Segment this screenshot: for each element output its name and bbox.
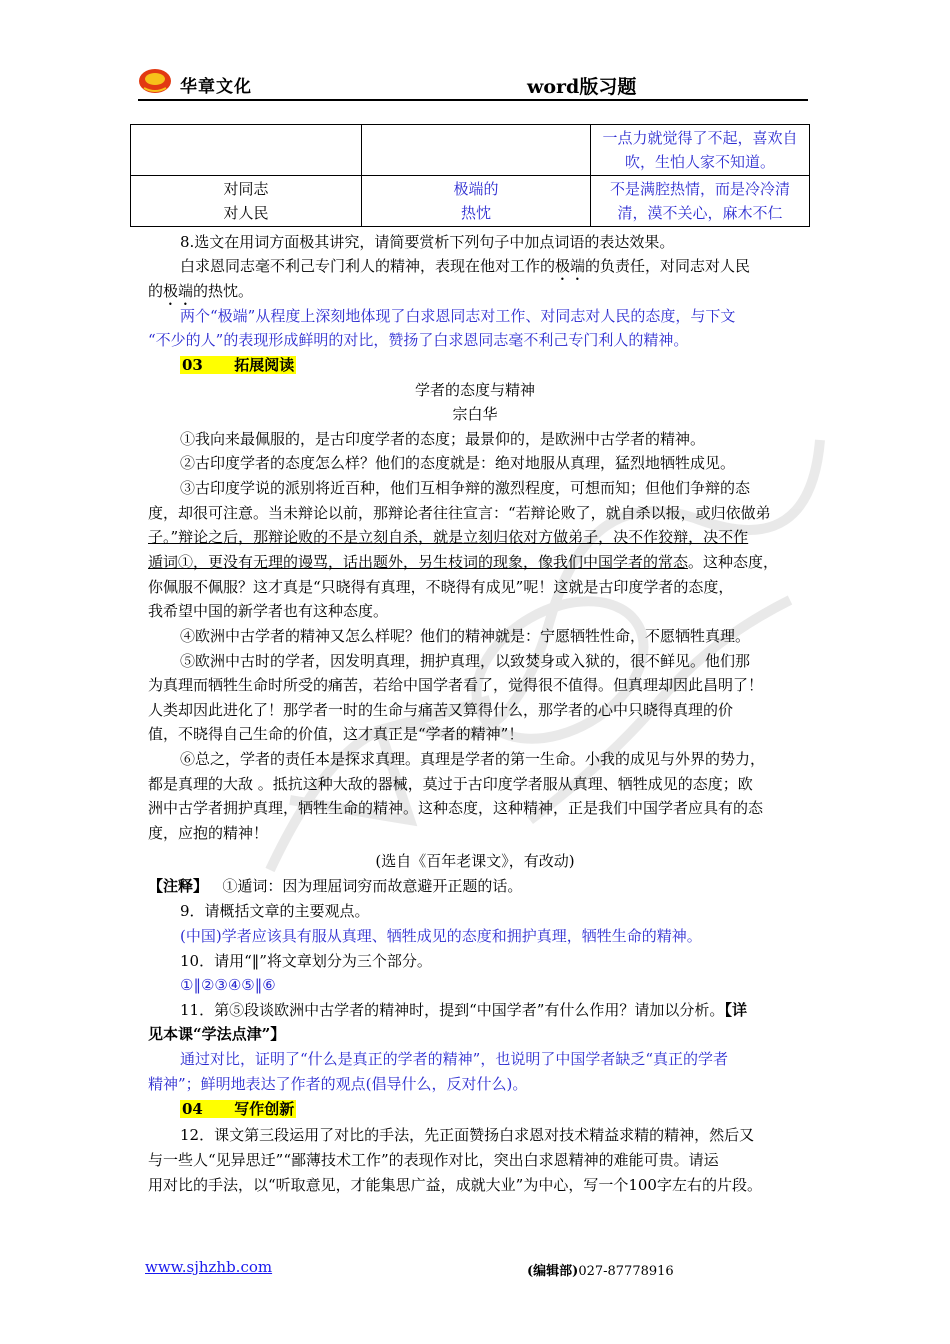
section-label <box>180 356 296 374</box>
article-paragraph-5: ⑤欧洲中古时的学者，因发明真理，拥护真理，以致焚身或入狱的，很不鲜见。他们那 <box>180 652 751 670</box>
q8-answer-line2: “不少的人”的表现形成鲜明的对比，赞扬了白求恩同志毫不利己专门利人的精神。 <box>148 331 689 349</box>
article-note <box>148 874 522 898</box>
section-title: 写作创新 <box>234 1100 295 1118</box>
table-cell <box>591 176 810 227</box>
cell-line: 对同志 <box>223 180 269 198</box>
dotted-word: 极端 <box>555 257 586 275</box>
q9-question: 9．请概括文章的主要观点。 <box>180 902 370 920</box>
article-paragraph-4: ④欧洲中古学者的精神又怎么样呢？他们的精神就是：宁愿牺牲性命，不愿牺牲真理。 <box>180 627 751 645</box>
article-line-underlined: 子。”辩论之后，那辩论败的不是立刻自杀，就是立刻归依对方做弟子，决不作狡辩，决不作 <box>148 528 749 546</box>
section-label <box>180 1100 296 1118</box>
header-divider <box>138 99 808 101</box>
section-heading-04 <box>180 1097 296 1121</box>
q9-answer: (中国)学者应该具有服从真理、牺牲成见的态度和拥护真理，牺牲生命的精神。 <box>180 927 702 945</box>
cell-line: 一点力就觉得了不起，喜欢自 <box>602 129 798 147</box>
article-paragraph-3: ③古印度学说的派别将近百种，他们互相争辩的激烈程度，可想而知；但他们争辩的态 <box>180 479 751 497</box>
cell-line: 热忱 <box>460 204 491 222</box>
text-span: 白求恩同志毫不利己专门利人的精神，表现在他对工作的 <box>180 257 556 275</box>
q11-question-line2: 见本课“学法点津”】 <box>148 1025 286 1043</box>
article-line: 我希望中国的新学者也有这种态度。 <box>148 602 389 620</box>
table-cell <box>362 125 591 176</box>
text-span: 的 <box>148 282 164 300</box>
header-title: word版习题 <box>527 76 637 98</box>
q10-answer: ①‖②③④⑤‖⑥ <box>180 976 276 994</box>
cell-line: 对人民 <box>223 204 269 222</box>
text-span: 11．第⑤段谈欧洲中古学者的精神时，提到“中国学者”有什么作用？请加以分析。 <box>180 1001 725 1019</box>
q8-question: 8.选文在用词方面极其讲究，请简要赏析下列句子中加点词语的表达效果。 <box>180 233 675 251</box>
article-source: (选自《百年老课文》，有改动) <box>375 852 575 870</box>
article-line <box>148 550 778 574</box>
table-cell <box>131 125 362 176</box>
cell-line: 极端的 <box>453 180 499 198</box>
footer-phone: 027-87778916 <box>578 1264 674 1279</box>
article-line: 度，应抱的精神！ <box>148 824 269 842</box>
q12-line1: 12．课文第三段运用了对比的手法，先正面赞扬白求恩对技术精益求精的精神，然后又 <box>180 1126 755 1144</box>
table-cell <box>362 176 591 227</box>
text-span: 的负责任，对同志对人民 <box>585 257 751 275</box>
comparison-table <box>130 124 810 227</box>
huazhang-logo-icon <box>138 66 172 96</box>
section-number: 04 <box>182 1100 203 1118</box>
header-brand: 华章文化 <box>180 77 252 97</box>
q10-question: 10．请用“‖”将文章划分为三个部分。 <box>180 952 432 970</box>
q8-sentence-line1 <box>180 254 750 284</box>
note-text: ①遁词：因为理屈词穷而故意避开正题的话。 <box>222 877 523 895</box>
q11-answer-line2: 精神”；鲜明地表达了作者的观点(倡导什么，反对什么)。 <box>148 1075 528 1093</box>
q11-answer-line1: 通过对比，证明了“什么是真正的学者的精神”，也说明了中国学者缺乏“真正的学者 <box>180 1050 729 1068</box>
table-cell <box>131 176 362 227</box>
section-number: 03 <box>182 356 203 374</box>
footer-contact <box>527 1260 674 1279</box>
q12-line2: 与一些人“见异思迁”“鄙薄技术工作”的表现作对比，突出白求恩精神的难能可贵。请运 <box>148 1151 719 1169</box>
table-row <box>131 125 810 176</box>
q11-tag: 【详 <box>724 1001 747 1019</box>
article-line: 为真理而牺牲生命时所受的痛苦，若给中国学者看了，觉得很不值得。但真理却因此昌明了！ <box>148 676 764 694</box>
article-author: 宗白华 <box>452 405 498 423</box>
q8-answer-line1: 两个“极端”从程度上深刻地体现了白求恩同志对工作、对同志对人民的态度，与下文 <box>180 307 736 325</box>
section-heading-03 <box>180 353 296 377</box>
article-paragraph-2: ②古印度学者的态度怎么样？他们的态度就是：绝对地服从真理，猛烈地牺牲成见。 <box>180 454 736 472</box>
article-line: 你佩服不佩服？这才真是“只晓得有真理，不晓得有成见”呢！这就是古印度学者的态度， <box>148 578 734 596</box>
text-span: 的热忱。 <box>193 282 254 300</box>
text-span: 。这种态度， <box>688 553 779 571</box>
footer-website-link[interactable]: www.sjhzhb.com <box>145 1258 273 1276</box>
article-line: 都是真理的大敌 。抵抗这种大敌的器械，莫过于古印度学者服从真理、牺牲成见的态度；欧 <box>148 775 753 793</box>
article-paragraph-1: ①我向来最佩服的，是古印度学者的态度；最景仰的，是欧洲中古学者的精神。 <box>180 430 706 448</box>
article-line: 值，不晓得自己生命的价值，这才真正是“学者的精神”！ <box>148 725 524 743</box>
section-title: 拓展阅读 <box>234 356 295 374</box>
footer-dept: (编辑部) <box>527 1264 579 1279</box>
table-row <box>131 176 810 227</box>
cell-line: 不是满腔热情，而是冷冷清 <box>609 180 790 198</box>
table-cell <box>591 125 810 176</box>
article-title: 学者的态度与精神 <box>414 381 535 399</box>
underlined-text: 遁词①，更没有无理的谩骂，话出题外，另生枝词的现象，像我们中国学者的常态 <box>148 553 689 571</box>
cell-line: 清，漠不关心，麻木不仁 <box>617 204 783 222</box>
article-line: 度，却很可注意。当未辩论以前，那辩论者往往宣言：“若辩论败了，就自杀以报，或归依做弟 <box>148 504 771 522</box>
cell-line: 吹，生怕人家不知道。 <box>624 153 775 171</box>
article-paragraph-6: ⑥总之，学者的责任本是探求真理。真理是学者的第一生命。小我的成见与外界的势力， <box>180 750 766 768</box>
note-label: 【注释】 <box>148 877 209 895</box>
article-line: 洲中古学者拥护真理，牺牲生命的精神。这种态度，这种精神，正是我们中国学者应具有的态 <box>148 799 764 817</box>
article-line: 人类却因此进化了！那学者一时的生命与痛苦又算得什么，那学者的心中只晓得真理的价 <box>148 701 734 719</box>
dotted-word: 极端 <box>163 282 194 300</box>
q11-question-line1 <box>180 998 747 1022</box>
q12-line3: 用对比的手法，以“听取意见，才能集思广益，成就大业”为中心，写一个100字左右的片段。 <box>148 1176 762 1194</box>
